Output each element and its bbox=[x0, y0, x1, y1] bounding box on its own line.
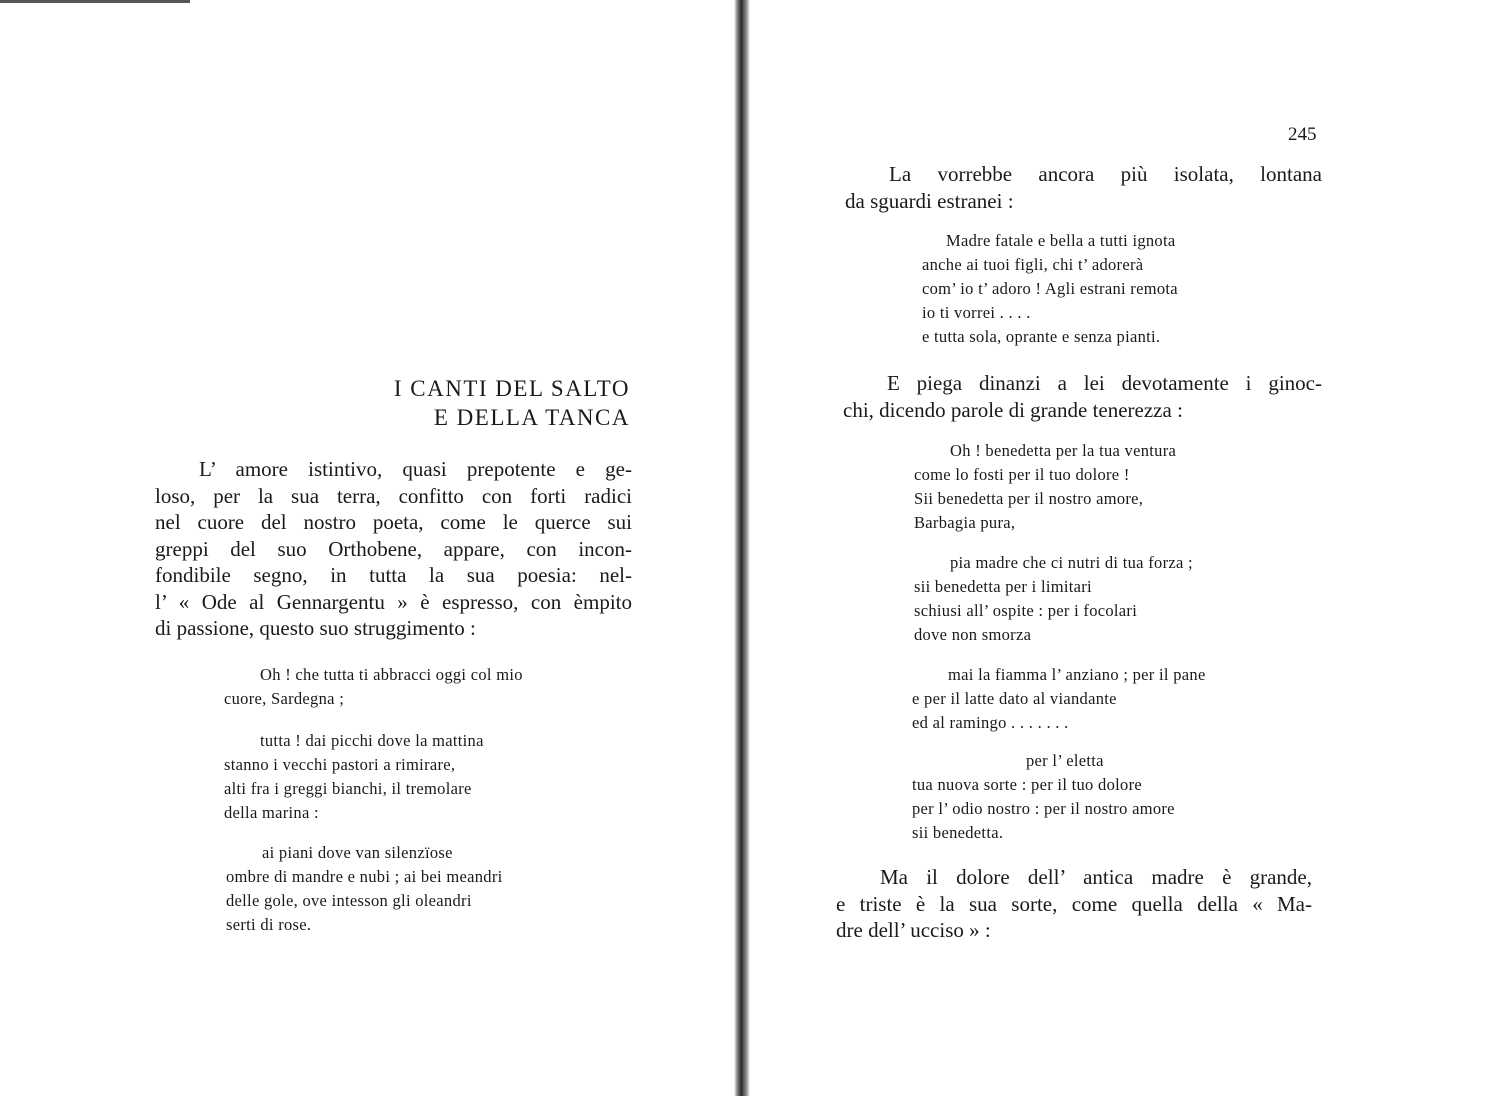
verse-line: per l’ eletta bbox=[1026, 751, 1104, 770]
verse-stanza bbox=[226, 841, 503, 937]
verse-line: sii benedetta per i limitari bbox=[914, 577, 1092, 596]
verse-line: cuore, Sardegna ; bbox=[224, 689, 345, 708]
verse-line: dove non smorza bbox=[914, 625, 1032, 644]
verse-stanza bbox=[914, 439, 1176, 535]
verse-line: io ti vorrei . . . . bbox=[922, 303, 1031, 322]
text-line: e triste è la sua sorte, come quella della « Ma- bbox=[836, 891, 1312, 916]
verse-line: Sii benedetta per il nostro amore, bbox=[914, 489, 1144, 508]
verse-stanza bbox=[912, 663, 1206, 735]
verse-line: Oh ! che tutta ti abbracci oggi col mio bbox=[260, 665, 523, 684]
paragraph-intro bbox=[155, 456, 632, 642]
verse-stanza bbox=[912, 749, 1175, 845]
text-line: fondibile segno, in tutta la sua poesia: nel- bbox=[155, 563, 632, 587]
verse-line: tua nuova sorte : per il tuo dolore bbox=[912, 775, 1142, 794]
text-line: di passione, questo suo struggimento : bbox=[155, 616, 476, 640]
verse-line: ombre di mandre e nubi ; ai bei meandri bbox=[226, 867, 503, 886]
text-line: L’ amore istintivo, quasi prepotente e ge- bbox=[199, 457, 632, 481]
paragraph-devotion bbox=[843, 370, 1322, 423]
chapter-heading bbox=[380, 374, 630, 432]
paragraph-sorrow bbox=[836, 864, 1312, 944]
text-line: E piega dinanzi a lei devotamente i ginoc- bbox=[887, 371, 1322, 395]
verse-stanza bbox=[224, 663, 523, 711]
verse-line: ai piani dove van silenzïose bbox=[262, 843, 453, 862]
verse-line: Oh ! benedetta per la tua ventura bbox=[950, 441, 1177, 460]
verse-line: e per il latte dato al viandante bbox=[912, 689, 1117, 708]
verse-line: ed al ramingo . . . . . . . bbox=[912, 713, 1069, 732]
verse-line: alti fra i greggi bianchi, il tremolare bbox=[224, 779, 472, 798]
text-line: La vorrebbe ancora più isolata, lontana bbox=[889, 162, 1322, 186]
chapter-heading-line: I CANTI DEL SALTO bbox=[393, 376, 630, 401]
paragraph-isolation bbox=[845, 161, 1322, 214]
text-line: dre dell’ ucciso » : bbox=[836, 918, 991, 942]
verse-stanza bbox=[224, 729, 484, 825]
verse-line: tutta ! dai picchi dove la mattina bbox=[260, 731, 484, 750]
verse-line: stanno i vecchi pastori a rimirare, bbox=[224, 755, 456, 774]
text-line: greppi del suo Orthobene, appare, con incon- bbox=[155, 536, 632, 561]
left-page bbox=[0, 0, 734, 1096]
verse-line: della marina : bbox=[224, 803, 319, 822]
chapter-heading-line: E DELLA TANCA bbox=[433, 405, 630, 430]
text-line: Ma il dolore dell’ antica madre è grande, bbox=[880, 865, 1312, 889]
text-line: l’ « Ode al Gennargentu » è espresso, con èmpito bbox=[155, 589, 632, 614]
verse-line: per l’ odio nostro : per il nostro amore bbox=[912, 799, 1175, 818]
page-number: 245 bbox=[1288, 124, 1317, 145]
text-line: nel cuore del nostro poeta, come le querce sui bbox=[155, 510, 632, 534]
verse-line: com’ io t’ adoro ! Agli estrani remota bbox=[922, 279, 1178, 298]
verse-stanza bbox=[922, 229, 1178, 349]
verse-line: Barbagia pura, bbox=[914, 513, 1016, 532]
verse-line: e tutta sola, oprante e senza pianti. bbox=[922, 327, 1161, 346]
text-line: loso, per la sua terra, confitto con forti radici bbox=[155, 483, 632, 508]
verse-line: come lo fosti per il tuo dolore ! bbox=[914, 465, 1130, 484]
verse-line: serti di rose. bbox=[226, 915, 312, 934]
verse-line: sii benedetta. bbox=[912, 823, 1004, 842]
text-line: chi, dicendo parole di grande tenerezza : bbox=[843, 397, 1183, 422]
verse-line: anche ai tuoi figli, chi t’ adorerà bbox=[922, 255, 1144, 274]
verse-line: pia madre che ci nutri di tua forza ; bbox=[950, 553, 1193, 572]
verse-line: Madre fatale e bella a tutti ignota bbox=[946, 231, 1176, 250]
book-gutter bbox=[734, 0, 750, 1096]
verse-stanza bbox=[914, 551, 1193, 647]
verse-line: mai la fiamma l’ anziano ; per il pane bbox=[948, 665, 1206, 684]
verse-line: delle gole, ove intesson gli oleandri bbox=[226, 891, 472, 910]
verse-line: schiusi all’ ospite : per i focolari bbox=[914, 601, 1138, 620]
text-line: da sguardi estranei : bbox=[845, 188, 1014, 213]
